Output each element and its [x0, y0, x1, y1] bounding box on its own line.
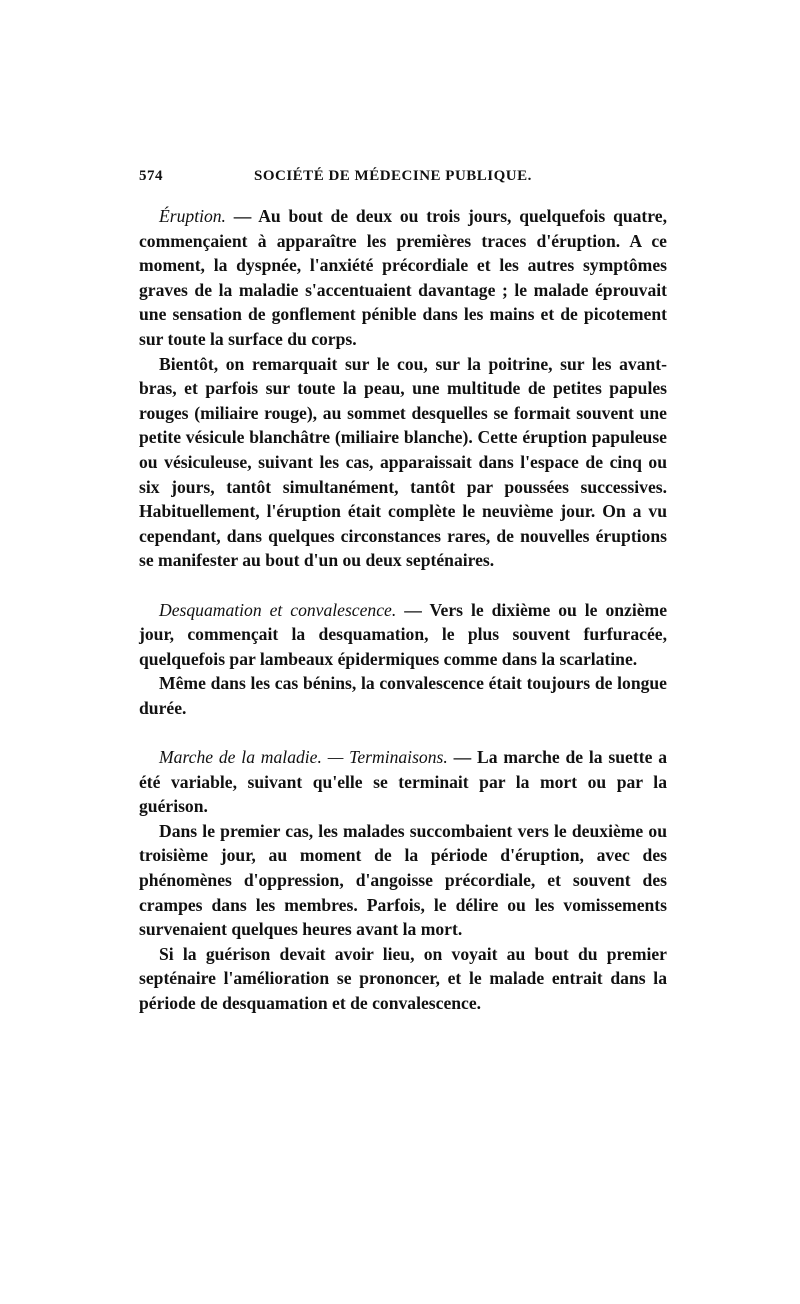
paragraph-bientot — [139, 352, 667, 573]
running-title: SOCIÉTÉ DE MÉDECINE PUBLIQUE. — [254, 168, 532, 184]
paragraph-eruption — [139, 204, 667, 352]
section-heading-marche: Marche de la maladie. — Terminaisons. — [159, 747, 448, 768]
section-heading-eruption: Éruption. — [159, 206, 226, 226]
paragraph-text: Bientôt, on remarquait sur le cou, sur la poitrine, sur les avant-bras, et parfois sur toute la peau, une multitude de petites papules rouges (miliaire rouge), au sommet desquelles se formait souvent une petite vésicule blanchâtre (miliaire blanche). Cette éruption papuleuse ou vésiculeuse, suivant les cas, apparaissait dans l'espace de cinq ou six jours, tantôt simultanément, tantôt par poussées successives. Habituellement, l'éruption était complète le neuvième jour. On a vu cependant, dans quelques circonstances rares, de nouvelles éruptions se manifester au bout d'un ou deux septénaires. — [139, 353, 667, 571]
paragraph-text: — Au bout de deux ou trois jours, quelquefois quatre, commençaient à apparaître les premières traces d'éruption. A ce moment, la dyspnée, l'anxiété précordiale et les autres symptômes graves de la maladie s'accentuaient davantage ; le malade éprouvait une sensation de gonflement pénible dans les mains et de picotement sur toute la surface du corps. — [139, 206, 667, 349]
page-header — [139, 168, 659, 192]
paragraph-text: Dans le premier cas, les malades succombaient vers le deuxième ou troisième jour, au moment de la période d'éruption, avec des phénomènes d'oppression, d'angoisse précordiale, et souvent des crampes dans les membres. Parfois, le délire ou les vomissements survenaient quelques heures avant la mort. — [139, 820, 667, 940]
paragraph-si — [139, 942, 667, 1016]
paragraph-dans — [139, 819, 667, 942]
paragraph-text: — Vers le dixième ou le onzième jour, commençait la desquamation, le plus souvent furfuracée, quelquefois par lambeaux épidermiques comme dans la scarlatine. — [139, 599, 668, 669]
paragraph-desquamation — [139, 598, 667, 672]
paragraph-text: — La marche de la suette a été variable, suivant qu'elle se terminait par la mort ou par la guérison. — [139, 747, 668, 817]
body-text — [139, 204, 667, 1016]
paragraph-text: Même dans les cas bénins, la convalescence était toujours de longue durée. — [139, 673, 667, 718]
paragraph-text: Si la guérison devait avoir lieu, on voyait au bout du premier septénaire l'amélioration se prononcer, et le malade entrait dans la période de desquamation et de convalescence. — [139, 943, 667, 1013]
page-number: 574 — [139, 168, 163, 184]
section-heading-desquamation: Desquamation et convalescence. — [159, 599, 397, 620]
paragraph-marche — [139, 745, 667, 819]
paragraph-meme — [139, 671, 667, 720]
